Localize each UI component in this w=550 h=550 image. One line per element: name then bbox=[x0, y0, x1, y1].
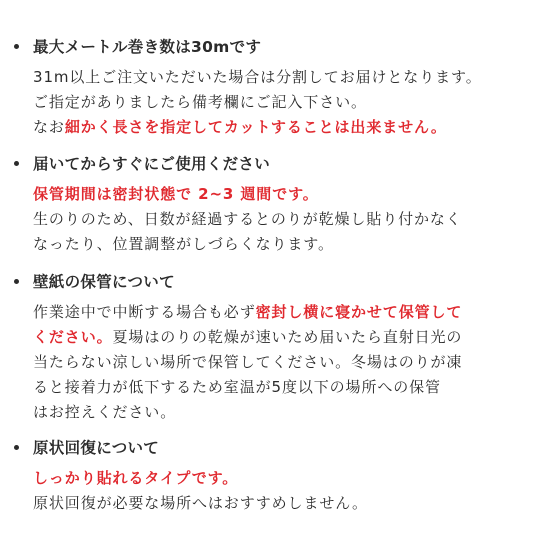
heading-text: 壁紙の保管について bbox=[33, 273, 175, 291]
body-line bbox=[33, 400, 538, 425]
section-heading bbox=[0, 436, 550, 466]
section-body bbox=[33, 65, 538, 140]
section-max-length bbox=[0, 35, 550, 140]
heading-text: 原状回復について bbox=[33, 439, 160, 457]
body-line bbox=[33, 232, 538, 257]
text-segment: はお控えください。 bbox=[33, 403, 177, 421]
section-body bbox=[33, 466, 538, 516]
body-line bbox=[33, 207, 538, 232]
text-segment: 作業途中で中断する場合も必ず bbox=[33, 303, 256, 321]
bullet-icon bbox=[14, 445, 19, 450]
body-line bbox=[33, 115, 538, 140]
bullet-icon bbox=[14, 279, 19, 284]
body-line bbox=[33, 300, 538, 325]
body-line bbox=[33, 325, 538, 350]
heading-text: 最大メートル巻き数は30mです bbox=[33, 38, 262, 56]
body-line bbox=[33, 65, 538, 90]
section-heading bbox=[0, 270, 550, 300]
body-line bbox=[33, 375, 538, 400]
highlight-text: 細かく長さを指定してカットすることは出来ません。 bbox=[64, 118, 447, 136]
text-segment: ご指定がありましたら備考欄にご記入下さい。 bbox=[33, 93, 367, 111]
highlight-text: ください。 bbox=[33, 328, 113, 346]
bullet-icon bbox=[14, 44, 19, 49]
text-segment: なったり、位置調整がしづらくなります。 bbox=[33, 235, 334, 253]
highlight-text: 保管期間は密封状態で 2~3 週間です。 bbox=[33, 185, 319, 203]
highlight-text: しっかり貼れるタイプです。 bbox=[33, 469, 239, 487]
section-body bbox=[33, 182, 538, 257]
text-segment: 生のりのため、日数が経過するとのりが乾燥し貼り付かなく bbox=[33, 210, 462, 228]
section-restoration bbox=[0, 436, 550, 516]
body-line bbox=[33, 182, 538, 207]
body-line bbox=[33, 350, 538, 375]
body-line bbox=[33, 466, 538, 491]
section-heading bbox=[0, 35, 550, 65]
text-segment: 当たらない涼しい場所で保管してください。冬場はのりが凍 bbox=[33, 353, 463, 371]
section-heading bbox=[0, 152, 550, 182]
body-line bbox=[33, 491, 538, 516]
section-body bbox=[33, 300, 538, 425]
section-storage bbox=[0, 270, 550, 425]
bullet-icon bbox=[14, 161, 19, 166]
heading-text: 届いてからすぐにご使用ください bbox=[33, 155, 271, 173]
text-segment: なお bbox=[33, 118, 65, 136]
highlight-text: 密封し横に寝かせて保管して bbox=[255, 303, 463, 321]
text-segment: 31m以上ご注文いただいた場合は分割してお届けとなります。 bbox=[33, 68, 482, 86]
body-line bbox=[33, 90, 538, 115]
text-segment: ると接着力が低下するため室温が5度以下の場所への保管 bbox=[33, 378, 441, 396]
section-use-soon bbox=[0, 152, 550, 257]
text-segment: 原状回復が必要な場所へはおすすめしません。 bbox=[33, 494, 368, 512]
text-segment: 夏場はのりの乾燥が速いため届いたら直射日光の bbox=[112, 328, 463, 346]
